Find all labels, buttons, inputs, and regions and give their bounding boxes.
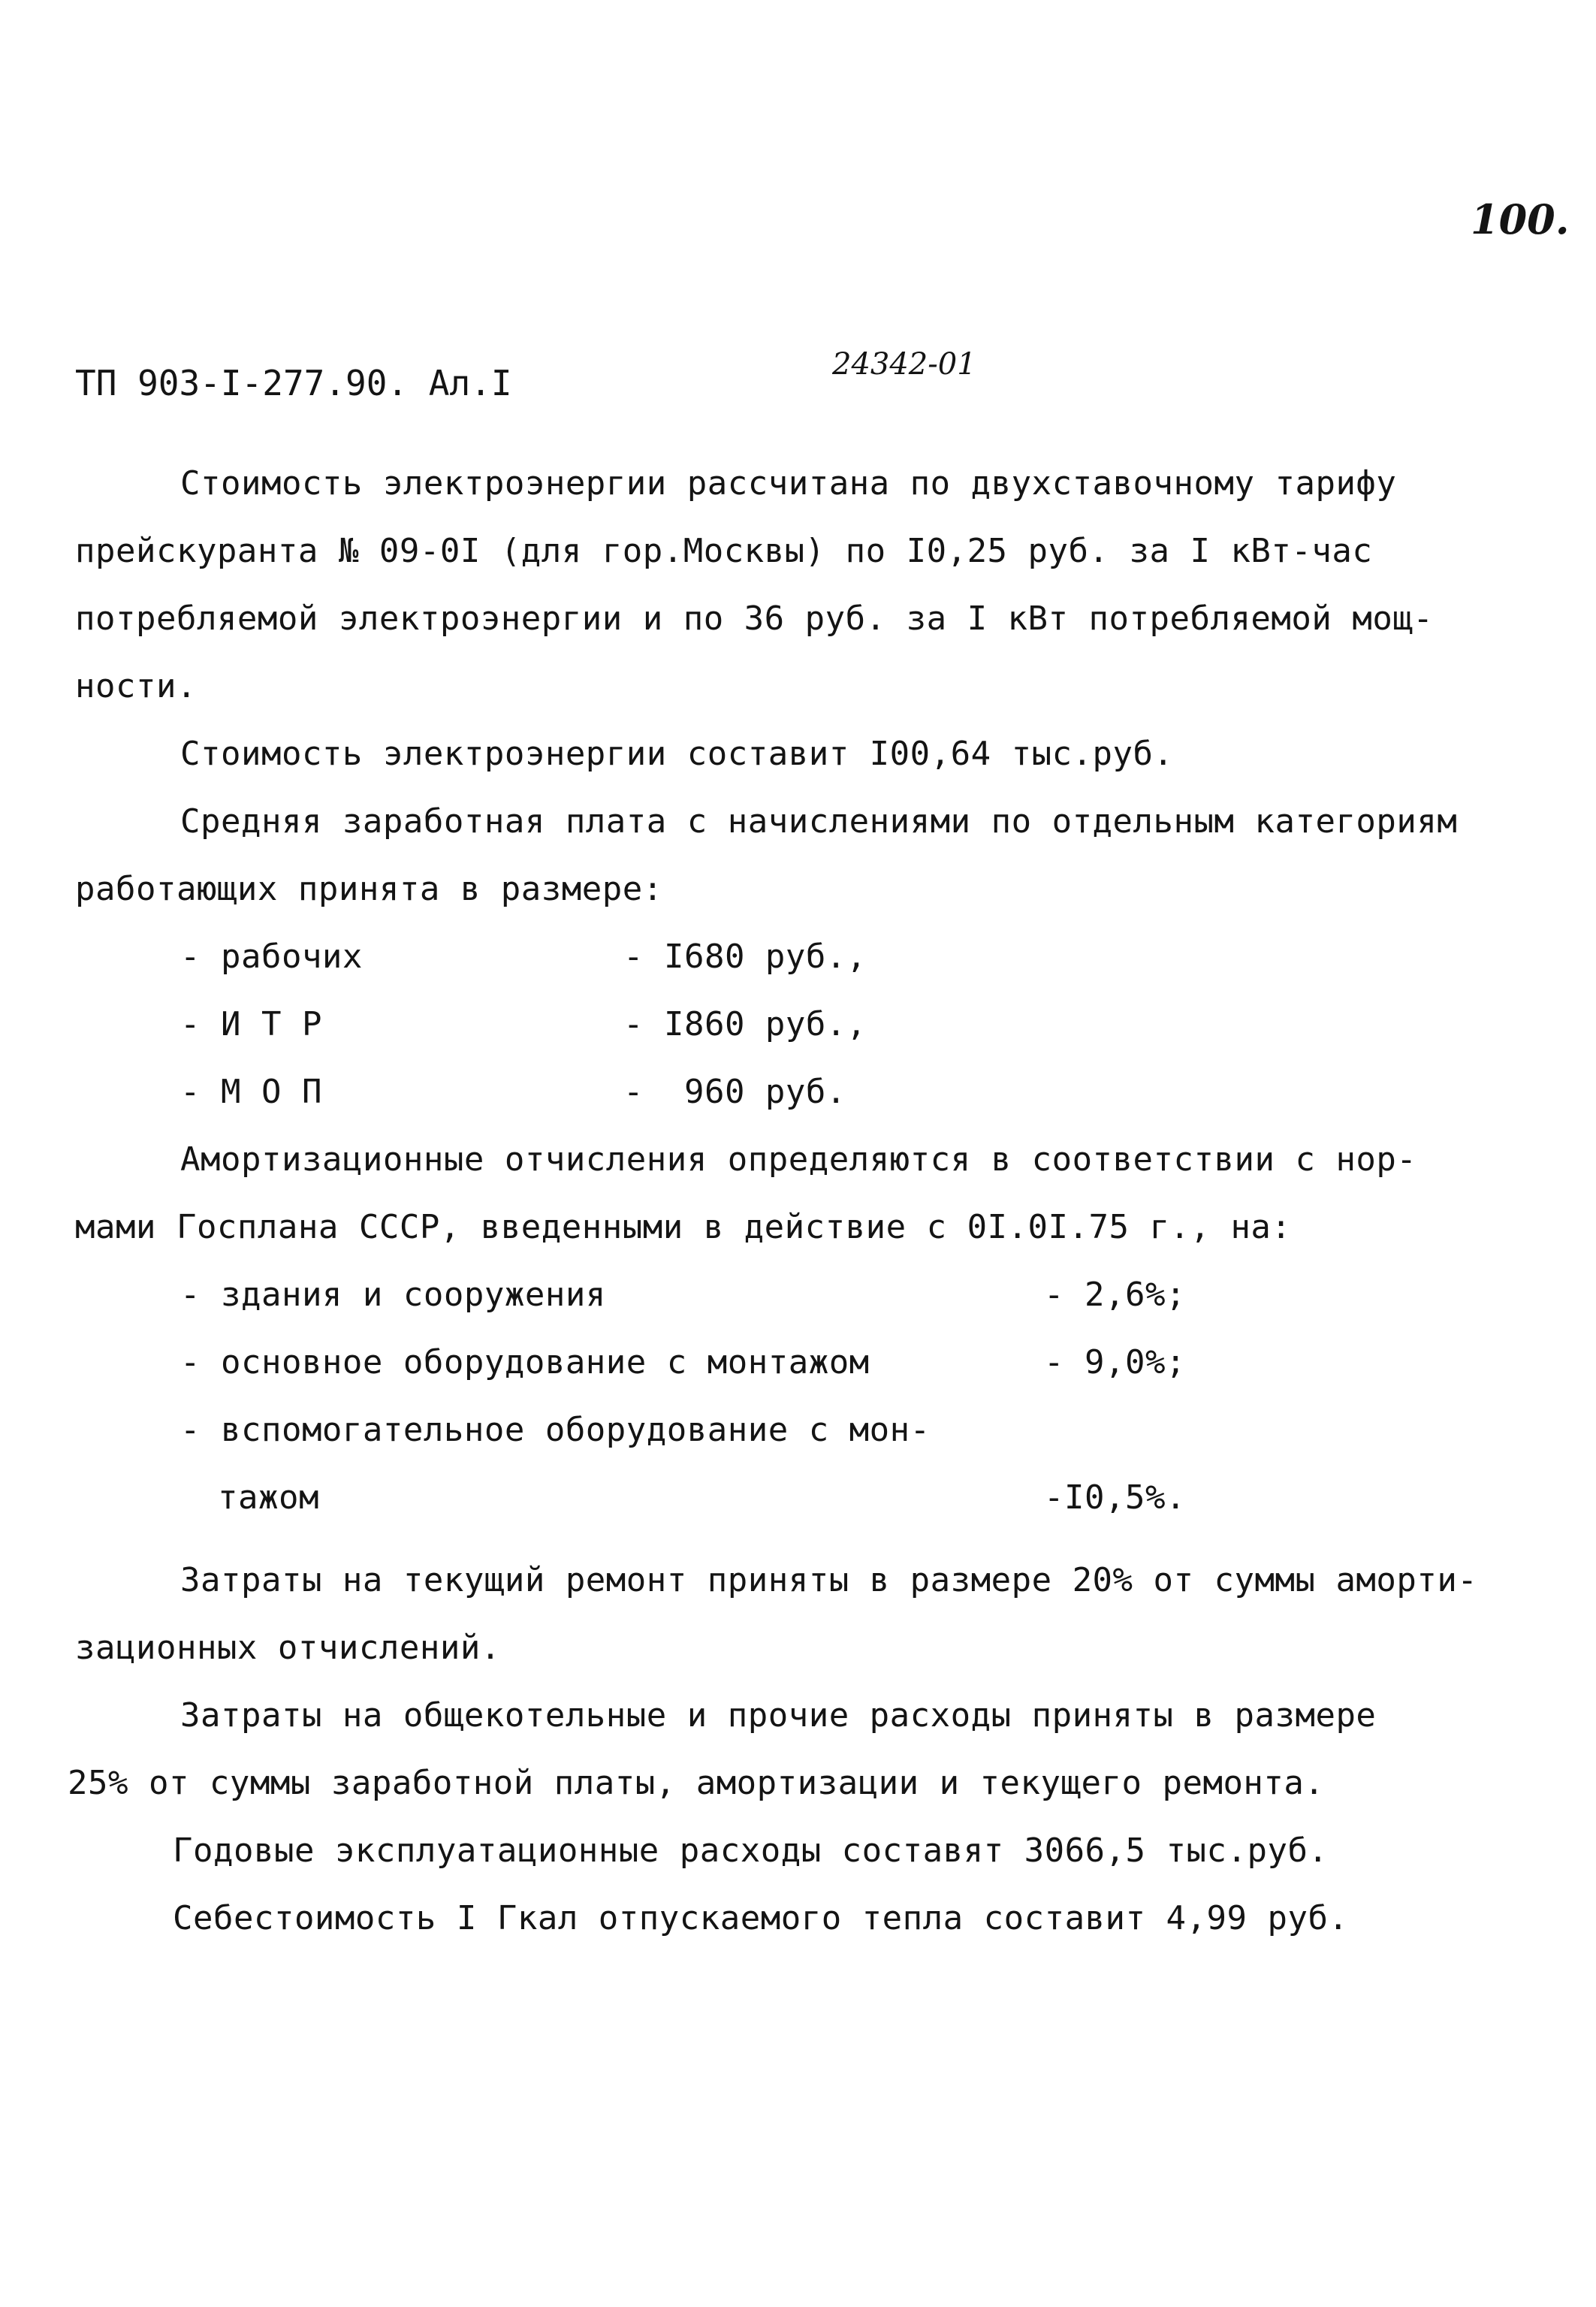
electricity-line-1: Стоимость электроэнергии рассчитана по двухставочному тарифу: [180, 464, 1397, 503]
amortization-item-value: -I0,5%.: [1044, 1478, 1186, 1517]
salary-item-label: - рабочих: [180, 938, 363, 976]
handwritten-number: 24342-01: [832, 347, 976, 382]
amortization-item-label: тажом: [218, 1478, 319, 1517]
unit-cost: Себестоимость I Гкал отпускаемого тепла составит 4,99 руб.: [173, 1899, 1349, 1937]
salary-item-label: - И Т Р: [180, 1005, 322, 1043]
electricity-line-4: ности.: [75, 667, 197, 705]
amortization-item-value: - 2,6%;: [1044, 1276, 1186, 1314]
amortization-item-label: - вспомогательное оборудование с мон-: [180, 1411, 931, 1449]
overhead-line-2: 25% от суммы заработной платы, амортизации и текущего ремонта.: [68, 1764, 1325, 1802]
amortization-item-label: - здания и сооружения: [180, 1276, 606, 1314]
salary-item-label: - М О П: [180, 1073, 322, 1111]
document-code: ТП 903-I-277.90. Ал.I: [75, 363, 512, 403]
amortization-intro-line-1: Амортизационные отчисления определяются в соответствии с нор-: [180, 1140, 1417, 1179]
amortization-item-value: - 9,0%;: [1044, 1343, 1186, 1381]
electricity-line-2: прейскуранта № 09-0I (для гор.Москвы) по I0,25 руб. за I кВт-час: [75, 532, 1373, 570]
amortization-item-label: - основное оборудование с монтажом: [180, 1343, 870, 1381]
salary-item-value: - 960 руб.: [623, 1073, 846, 1111]
salary-intro-line-2: работающих принята в размере:: [75, 870, 663, 908]
overhead-line-1: Затраты на общекотельные и прочие расходы приняты в размере: [180, 1696, 1377, 1735]
repair-line-1: Затраты на текущий ремонт приняты в размере 20% от суммы аморти-: [180, 1561, 1478, 1599]
salary-intro-line-1: Средняя заработная плата с начислениями по отдельным категориям: [180, 802, 1458, 841]
electricity-cost: Стоимость электроэнергии составит I00,64 тыс.руб.: [180, 735, 1174, 773]
repair-line-2: зационных отчислений.: [75, 1629, 501, 1667]
amortization-intro-line-2: мами Госплана СССР, введенными в действие с 0I.0I.75 г., на:: [75, 1208, 1292, 1246]
electricity-line-3: потребляемой электроэнергии и по 36 руб. за I кВт потребляемой мощ-: [75, 599, 1434, 638]
page-number: 100.: [1471, 195, 1570, 243]
salary-item-value: - I680 руб.,: [623, 938, 867, 976]
salary-item-value: - I860 руб.,: [623, 1005, 867, 1043]
annual-costs: Годовые эксплуатационные расходы составят 3066,5 тыс.руб.: [173, 1831, 1329, 1870]
